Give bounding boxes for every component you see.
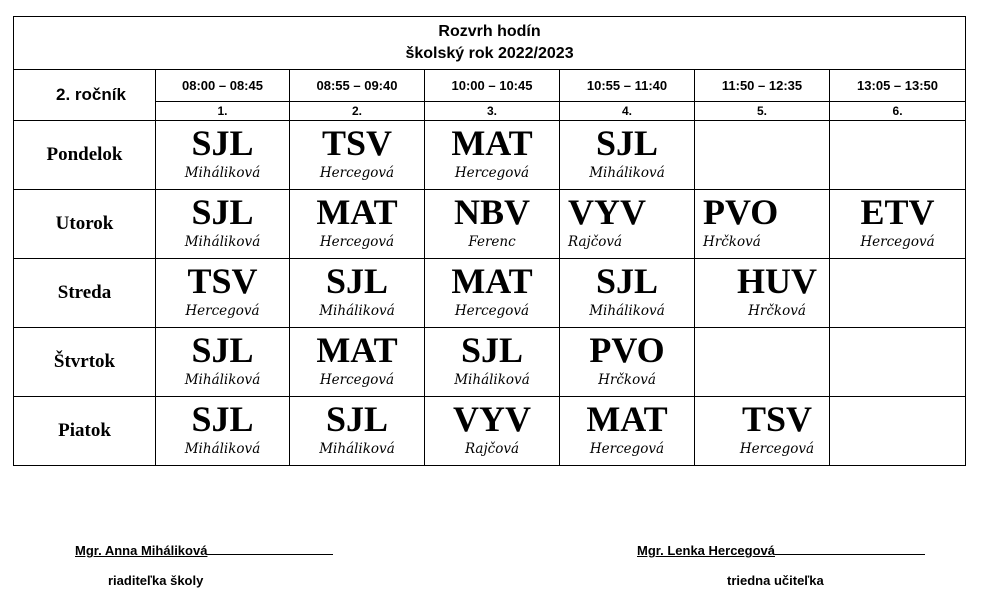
signature-line [207,541,333,555]
teacher-name: Miháliková [319,441,395,457]
teacher-name: Hercegová [739,441,815,457]
lesson-cell [695,259,830,328]
teacher-name: Hercegová [319,234,395,250]
lesson-cell [830,190,966,259]
teacher-name: Hercegová [319,372,395,388]
lesson-cell [156,259,290,328]
subject-code: TSV [321,123,393,163]
period-number: 3. [425,102,560,121]
day-row [14,397,966,466]
lesson-cell [156,397,290,466]
subject-code: SJL [191,399,254,439]
subject-code: SJL [325,261,389,301]
subject-code: PVO [703,192,779,232]
period-time: 10:55 – 11:40 [560,70,695,102]
day-row [14,190,966,259]
principal-signature [75,541,333,559]
day-row [14,328,966,397]
subject-code: HUV [737,261,817,301]
teacher-name: Miháliková [454,372,530,388]
title-cell [14,17,966,70]
teacher-name: Miháliková [319,303,395,319]
teacher-name: Ferenc [468,234,516,250]
lesson-cell [560,259,695,328]
day-name: Utorok [14,190,156,259]
day-row [14,121,966,190]
subject-code: TSV [187,261,258,301]
lesson-cell [830,397,966,466]
timetable-title: Rozvrh hodín [438,23,541,40]
subject-code: NBV [453,192,530,232]
subject-code: VYV [568,192,646,232]
lesson-cell [156,190,290,259]
period-number: 2. [290,102,425,121]
lesson-cell [560,328,695,397]
lesson-cell [425,328,560,397]
lesson-cell [156,328,290,397]
teacher-name: Miháliková [184,441,261,457]
lesson-cell [695,121,830,190]
subject-code: MAT [451,261,533,301]
subject-code: MAT [316,192,398,232]
subject-code: MAT [451,123,533,163]
school-year: školský rok 2022/2023 [405,45,574,62]
lesson-cell [425,121,560,190]
teacher-name: Hercegová [589,441,665,457]
lesson-cell [695,397,830,466]
lesson-cell [695,328,830,397]
period-number: 1. [156,102,290,121]
period-time: 10:00 – 10:45 [425,70,560,102]
teacher-name: Rajčová [568,234,623,250]
subject-code: SJL [191,123,254,163]
teacher-name: Hercegová [185,303,260,319]
teacher-signature [637,541,925,559]
lesson-cell [290,328,425,397]
subject-code: SJL [191,330,254,370]
lesson-cell [425,190,560,259]
teacher-name: Miháliková [184,165,261,181]
subject-code: SJL [460,330,524,370]
timetable [13,16,966,466]
lesson-cell [425,397,560,466]
period-number: 4. [560,102,695,121]
teacher-name: Hercegová [319,165,395,181]
class-label: 2. ročník [14,70,156,121]
lesson-cell [560,121,695,190]
teacher-name: Hrčková [703,234,761,250]
lesson-cell [290,397,425,466]
subject-code: VYV [453,399,531,439]
period-time: 11:50 – 12:35 [695,70,830,102]
teacher-name: Hercegová [454,303,530,319]
teacher-name: Hrčková [748,303,806,319]
lesson-cell [830,328,966,397]
principal-role: riaditeľka školy [108,573,204,588]
period-time: 08:00 – 08:45 [156,70,290,102]
teacher-name: Hrčková [598,372,656,388]
day-name: Streda [14,259,156,328]
lesson-cell [830,259,966,328]
teacher-name: Miháliková [184,372,261,388]
period-time: 13:05 – 13:50 [830,70,966,102]
subject-code: SJL [325,399,389,439]
lesson-cell [560,397,695,466]
teacher-name: Miháliková [184,234,261,250]
subject-code: TSV [741,399,813,439]
day-row [14,259,966,328]
lesson-cell [830,121,966,190]
day-name: Štvrtok [14,328,156,397]
subject-code: ETV [860,192,935,232]
lesson-cell [290,190,425,259]
lesson-cell [156,121,290,190]
day-name: Pondelok [14,121,156,190]
lesson-cell [290,121,425,190]
teacher-name: Mgr. Lenka Hercegová [637,543,775,558]
teacher-name: Rajčová [464,441,520,457]
lesson-cell [425,259,560,328]
subject-code: SJL [595,261,659,301]
lesson-cell [290,259,425,328]
principal-name: Mgr. Anna Miháliková [75,543,208,558]
teacher-name: Hercegová [454,165,530,181]
lesson-cell [560,190,695,259]
subject-code: MAT [586,399,668,439]
subject-code: SJL [595,123,659,163]
signature-line [775,541,925,555]
period-number: 5. [695,102,830,121]
teacher-name: Miháliková [589,303,665,319]
period-time: 08:55 – 09:40 [290,70,425,102]
subject-code: PVO [589,330,665,370]
teacher-name: Miháliková [589,165,665,181]
lesson-cell [695,190,830,259]
teacher-name: Hercegová [860,234,935,250]
teacher-role: triedna učiteľka [727,573,824,588]
subject-code: MAT [316,330,398,370]
period-number: 6. [830,102,966,121]
day-name: Piatok [14,397,156,466]
subject-code: SJL [191,192,254,232]
